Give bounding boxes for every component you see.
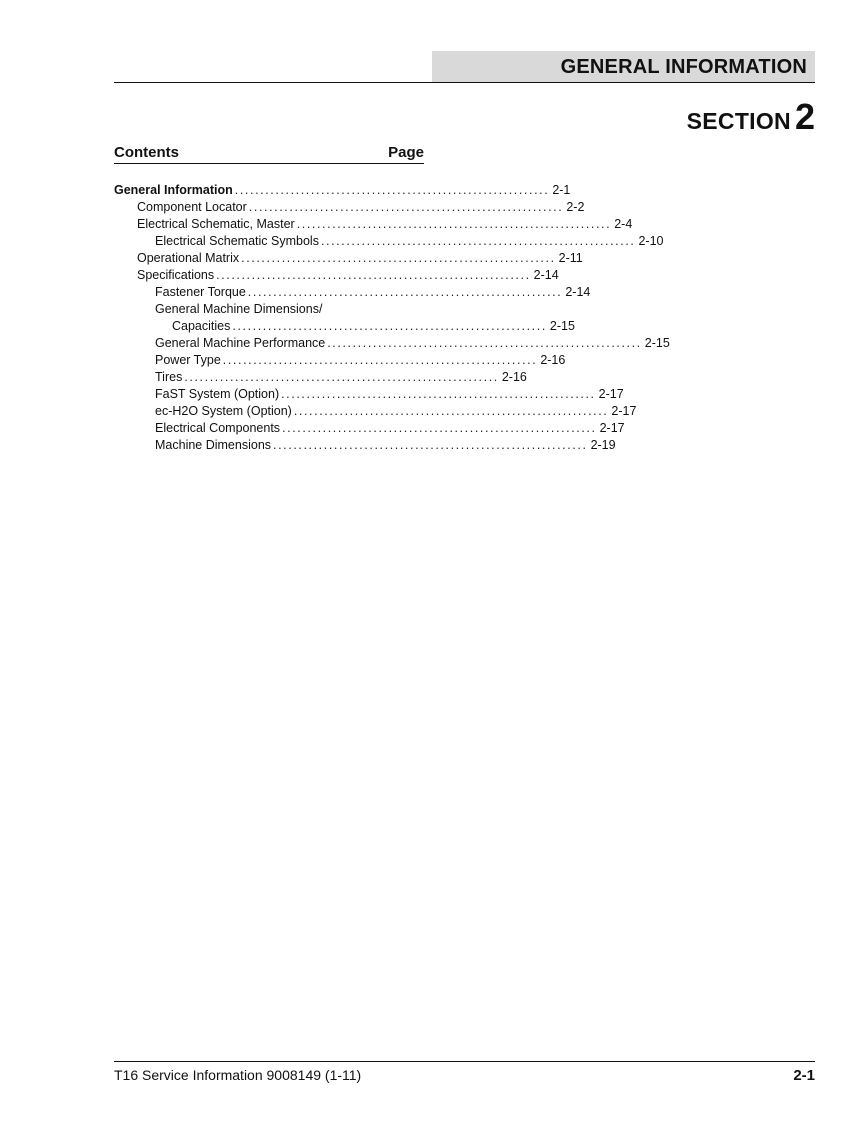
- dot-leader: ..............................................................: [248, 200, 564, 214]
- dot-leader: ..............................................................: [296, 217, 612, 231]
- toc-entry-title: General Information: [114, 183, 233, 197]
- toc-entry[interactable]: [114, 420, 625, 437]
- toc-entry-title: Capacities: [172, 319, 231, 333]
- toc-entry[interactable]: [114, 182, 571, 199]
- dot-leader: ..............................................................: [327, 336, 642, 350]
- toc-entry[interactable]: [114, 233, 664, 250]
- toc-entry-page: 2-4: [614, 217, 633, 231]
- toc-entry-title: General Machine Performance: [155, 336, 326, 350]
- toc-entry-title: FaST System (Option): [155, 387, 280, 401]
- toc-entry-page: 2-17: [611, 404, 637, 418]
- table-of-contents: [114, 144, 670, 454]
- toc-entry[interactable]: [114, 267, 559, 284]
- toc-entry-page: 2-16: [501, 370, 527, 384]
- toc-entry[interactable]: [114, 335, 670, 352]
- toc-entry-page: 2-11: [558, 251, 583, 265]
- toc-entry-page: 2-19: [590, 438, 616, 452]
- toc-list: [114, 182, 670, 454]
- chapter-title: GENERAL INFORMATION: [560, 56, 807, 78]
- toc-entry[interactable]: [114, 284, 591, 301]
- dot-leader: ..............................................................: [234, 183, 550, 197]
- toc-entry[interactable]: [114, 403, 637, 420]
- dot-leader: ..............................................................: [320, 234, 636, 248]
- toc-entry[interactable]: [114, 216, 633, 233]
- dot-leader: ..............................................................: [247, 285, 563, 299]
- toc-entry-page: 2-2: [566, 200, 585, 214]
- dot-leader: ..............................................................: [241, 251, 556, 265]
- toc-entry[interactable]: [114, 352, 566, 369]
- toc-entry-title: Specifications: [137, 268, 215, 282]
- footer-document-info: T16 Service Information 9008149 (1-11): [114, 1067, 362, 1083]
- toc-entry-title: General Machine Dimensions/: [155, 302, 323, 316]
- toc-entry-title: Tires: [155, 370, 183, 384]
- toc-entry[interactable]: [114, 199, 585, 216]
- section-number: 2: [794, 96, 815, 137]
- toc-entry-page: 2-10: [638, 234, 664, 248]
- toc-entry-page: 2-14: [533, 268, 559, 282]
- toc-entry-title: Operational Matrix: [137, 251, 240, 265]
- footer-page-number: 2-1: [793, 1067, 815, 1084]
- toc-entry-page: 2-17: [599, 421, 625, 435]
- toc-entry[interactable]: [114, 369, 527, 386]
- header-rule: [114, 82, 815, 83]
- toc-entry[interactable]: [114, 386, 624, 403]
- section-label: SECTION: [686, 108, 791, 134]
- dot-leader: ..............................................................: [273, 438, 588, 452]
- dot-leader: ..............................................................: [293, 404, 609, 418]
- toc-entry-title: Component Locator: [137, 200, 247, 214]
- toc-entry-title: Electrical Schematic, Master: [137, 217, 295, 231]
- footer-rule: [114, 1061, 815, 1062]
- toc-entry-title: ec-H2O System (Option): [155, 404, 292, 418]
- toc-entry-page: 2-1: [552, 183, 571, 197]
- dot-leader: ..............................................................: [281, 387, 596, 401]
- toc-entry-page: 2-17: [598, 387, 624, 401]
- dot-leader: ..............................................................: [216, 268, 531, 282]
- toc-entry-page: 2-15: [549, 319, 575, 333]
- toc-entry[interactable]: [114, 318, 575, 335]
- toc-entry-page: 2-14: [565, 285, 591, 299]
- toc-entry-page: 2-15: [644, 336, 670, 350]
- dot-leader: ..............................................................: [232, 319, 547, 333]
- toc-entry[interactable]: [114, 301, 424, 318]
- toc-entry-title: Machine Dimensions: [155, 438, 272, 452]
- toc-entry-title: Fastener Torque: [155, 285, 246, 299]
- toc-entry[interactable]: [114, 437, 616, 454]
- dot-leader: ..............................................................: [282, 421, 597, 435]
- toc-entry-title: Electrical Schematic Symbols: [155, 234, 319, 248]
- contents-label: Contents: [114, 144, 179, 161]
- section-heading: [687, 96, 815, 138]
- header-band: [432, 51, 815, 82]
- toc-entry-title: Power Type: [155, 353, 221, 367]
- dot-leader: ..............................................................: [184, 370, 499, 384]
- toc-header: [114, 144, 424, 164]
- toc-entry-title: Electrical Components: [155, 421, 281, 435]
- toc-entry[interactable]: [114, 250, 583, 267]
- toc-entry-page: 2-16: [540, 353, 566, 367]
- dot-leader: ..............................................................: [222, 353, 538, 367]
- page-label: Page: [388, 144, 424, 161]
